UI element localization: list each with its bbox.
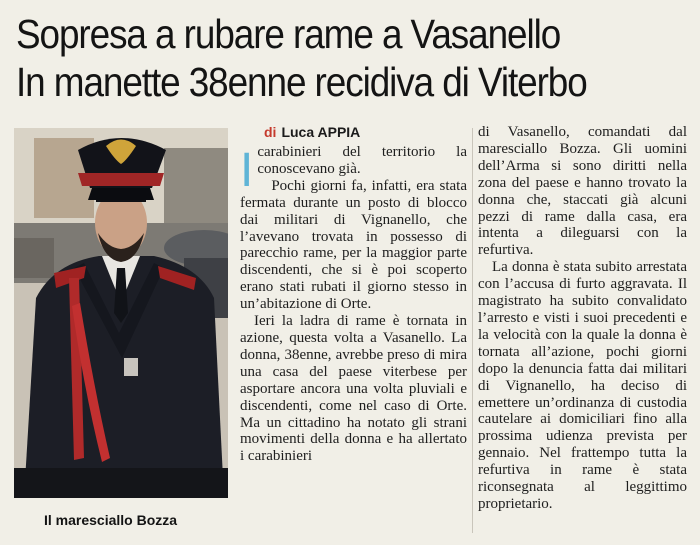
- byline: [264, 124, 360, 140]
- article-paragraph: Ieri la ladra di rame è tornata in azione, questa volta a Vasanello. La donna, 38enne, avrebbe preso di mira una casa del paese viterbese per asportare ancora una volta pluviali e discendenti, come nel caso di Orte. Ma un cittadino ha notato gli strani movimenti della donna e ha allertato i carabinieri: [240, 313, 467, 465]
- article-column-1: [240, 144, 467, 465]
- article-paragraph: La donna è stata subito arrestata con l’accusa di furto aggravata. Il magistrato ha subito convalidato l’arresto e visti i suoi precedenti e la velocità con la quale la donna è tornata all’azione, pochi giorni dopo la denuncia fatta dai militari di Vignanello, ha deciso di emettere un’ordinanza di custodia cautelare ai domiciliari fino alla prossima udienza prevista per gennaio. Nel frattempo tutta la refurtiva in rame è stata riconsegnata al leggittimo proprietario.: [478, 259, 687, 512]
- paragraph-text: carabinieri del territorio la conoscevano già.: [257, 144, 467, 177]
- carabiniere-photo: [14, 128, 228, 498]
- headline-line-2: In manette 38enne recidiva di Viterbo: [16, 59, 587, 105]
- article-column-2: [478, 124, 687, 513]
- column-divider: [472, 128, 473, 533]
- drop-cap: I: [240, 144, 254, 197]
- photo-caption: Il maresciallo Bozza: [44, 512, 178, 528]
- headline-line-1: Sopresa a rubare rame a Vasanello: [16, 11, 561, 57]
- article-paragraph: Pochi giorni fa, infatti, era stata fermata durante un posto di blocco dai militari di Vignanello, che l’avevano trovata in possesso di parecchio rame, per la maggior parte discendenti, che si è poi scoperto erano stati rubati il giorno stesso in un’abitazione di Orte.: [240, 177, 467, 313]
- byline-prefix: di: [264, 124, 277, 140]
- article-paragraph: di Vasanello, comandati dal maresciallo Bozza. Gli uomini dell’Arma si sono diritti nella zona del paese e hanno trovato la donna che, staccati già alcuni pezzi di rame dalla casa, era intenta a dileguarsi con la refurtiva.: [478, 124, 687, 259]
- byline-author: Luca APPIA: [281, 124, 361, 140]
- headline: [16, 10, 628, 106]
- article-paragraph: [240, 144, 467, 197]
